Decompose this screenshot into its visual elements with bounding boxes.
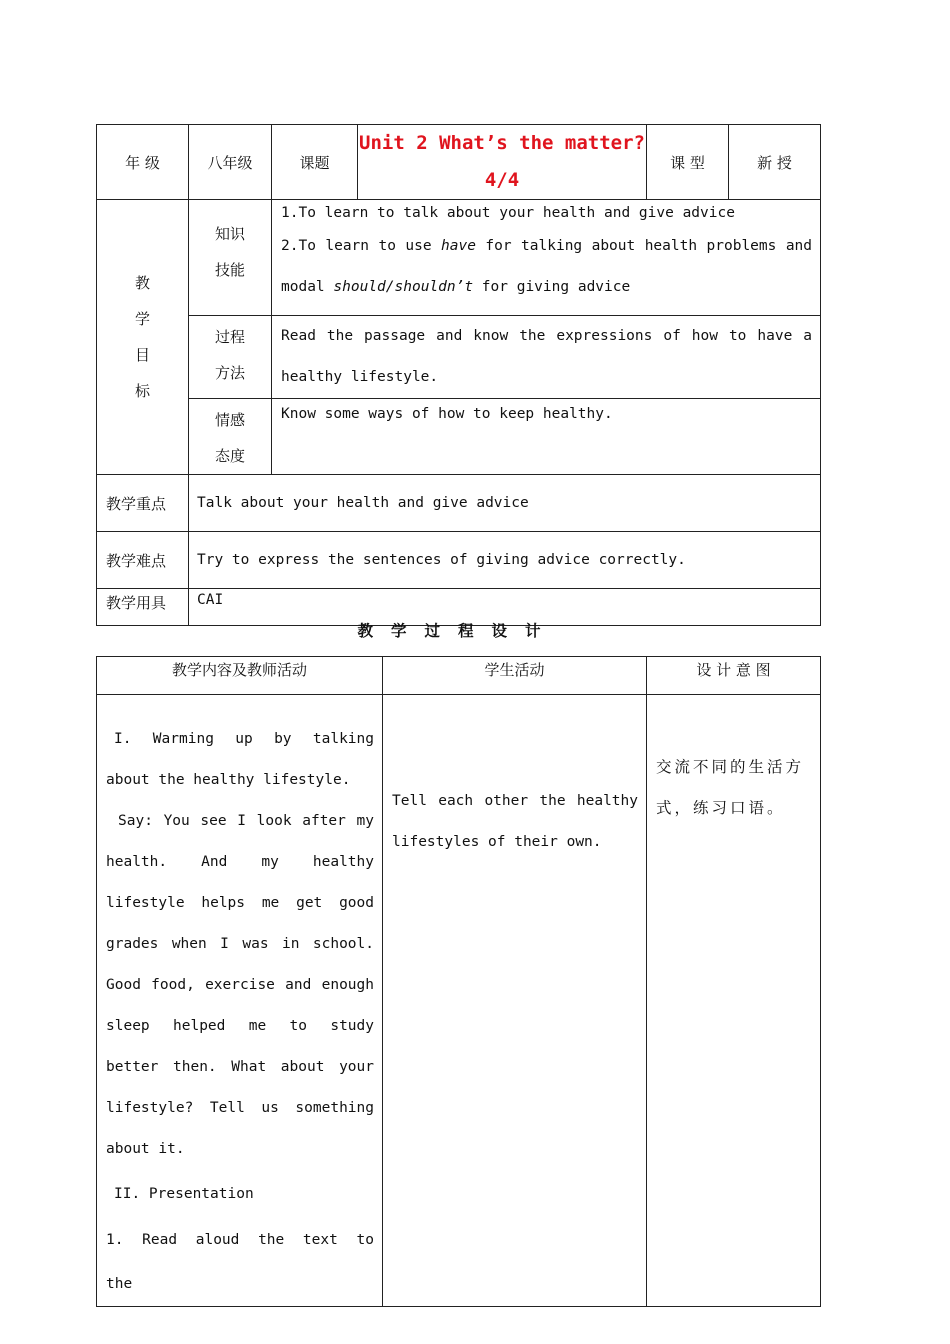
knowledge-label-line: 技能 xyxy=(214,261,245,279)
presentation-heading: II. Presentation xyxy=(114,1186,254,1202)
warm-up-text: I. Warming up by talking about the healthy lifestyle. xyxy=(106,731,374,788)
col-header-teacher: 教学内容及教师活动 xyxy=(97,657,383,695)
grade-value: 八年级 xyxy=(189,125,272,200)
knowledge-label xyxy=(189,200,272,316)
objectives-char: 学 xyxy=(134,310,150,328)
emotion-label-line: 情感 xyxy=(214,411,245,429)
have-keyword: have xyxy=(441,238,476,254)
step-1-text: 1. Read aloud the text to the xyxy=(106,1232,374,1292)
col-header-student: 学生活动 xyxy=(383,657,647,695)
design-intent-text: 交流不同的生活方式，练习口语。 xyxy=(656,758,805,817)
topic-label: 课题 xyxy=(272,125,358,200)
topic-title: Unit 2 What’s the matter? 4/4 xyxy=(358,125,647,200)
lesson-info-table xyxy=(96,124,821,626)
emotion-label xyxy=(189,399,272,475)
tools-label: 教学用具 xyxy=(97,589,189,626)
grade-label: 年 级 xyxy=(97,125,189,200)
design-intent-cell xyxy=(647,695,821,1307)
teacher-activity-cell xyxy=(97,695,383,1307)
process-label xyxy=(189,316,272,399)
objectives-char: 目 xyxy=(134,346,150,364)
difficult-point-label: 教学难点 xyxy=(97,532,189,589)
tools-text: CAI xyxy=(189,589,821,626)
process-label-line: 方法 xyxy=(214,364,245,382)
process-label-line: 过程 xyxy=(214,328,245,346)
type-label: 课 型 xyxy=(647,125,729,200)
knowledge-label-line: 知识 xyxy=(214,225,245,243)
objectives-label xyxy=(97,200,189,475)
process-content: Read the passage and know the expressions of how to have a healthy lifestyle. xyxy=(272,316,821,399)
knowledge-line-1: 1.To learn to talk about your health and give advice xyxy=(281,205,735,221)
process-design-table xyxy=(96,656,821,1307)
key-point-text: Talk about your health and give advice xyxy=(189,475,821,532)
knowledge-line-2: 2.To learn to use have for talking about health problems and modal should/shouldn’t for giving advice xyxy=(281,238,813,295)
student-activity-cell xyxy=(383,695,647,1307)
key-point-label: 教学重点 xyxy=(97,475,189,532)
modal-keyword: should/shouldn’t xyxy=(333,279,474,295)
objectives-char: 教 xyxy=(134,274,150,292)
type-value: 新 授 xyxy=(729,125,821,200)
process-design-heading: 教学过程设计 xyxy=(357,622,559,640)
col-header-intent: 设 计 意 图 xyxy=(647,657,821,695)
say-text: Say: You see I look after my health. And my healthy lifestyle helps me get good grades when I was in school. Good food, exercise and enough sleep helped me to study better then. What about your lifestyle? Tell us something about it. xyxy=(106,813,374,1157)
objectives-char: 标 xyxy=(134,382,150,400)
knowledge-content xyxy=(272,200,821,316)
student-activity-text: Tell each other the healthy lifestyles of their own. xyxy=(392,793,638,850)
difficult-point-text: Try to express the sentences of giving advice correctly. xyxy=(189,532,821,589)
emotion-content: Know some ways of how to keep healthy. xyxy=(272,399,821,475)
emotion-label-line: 态度 xyxy=(214,447,245,465)
